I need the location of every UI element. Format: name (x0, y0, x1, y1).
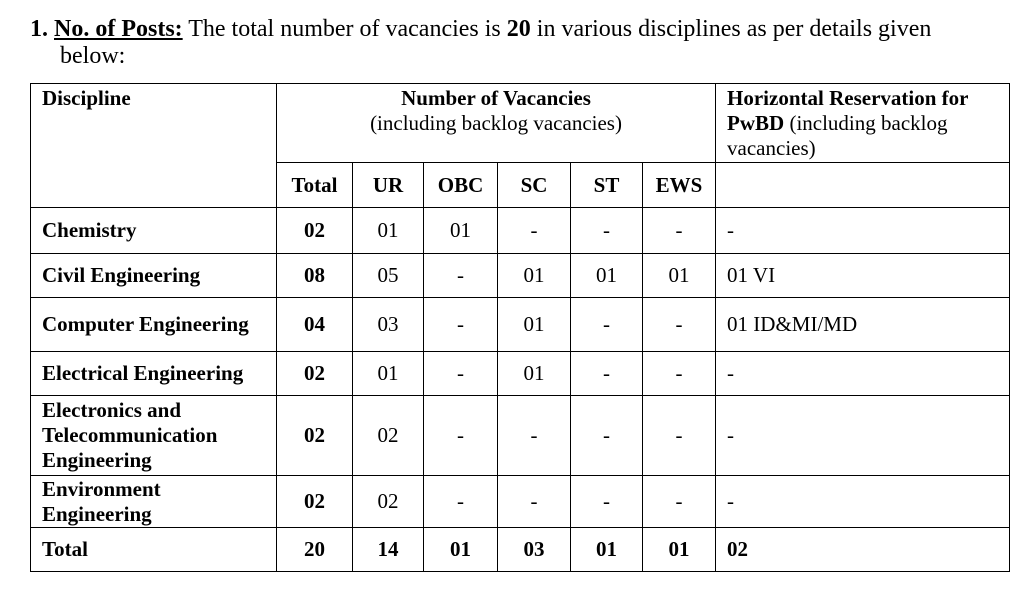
row-sc: 01 (498, 352, 571, 396)
header-vacancies-title: Number of Vacancies (401, 86, 591, 110)
row-st: - (571, 298, 643, 352)
row-discipline: Computer Engineering (31, 298, 277, 352)
row-obc: 01 (424, 208, 498, 254)
intro-text-before: The total number of vacancies is (182, 16, 507, 42)
header-pwbd (716, 84, 1010, 163)
row-discipline: Electrical Engineering (31, 352, 277, 396)
row-total: 02 (277, 476, 353, 528)
intro-line-1 (30, 16, 1000, 43)
header-pwbd-rest: (including backlog vacancies) (727, 111, 948, 160)
row-obc: - (424, 476, 498, 528)
row-ews: - (643, 396, 716, 476)
row-ews: 01 (643, 254, 716, 298)
row-st: - (571, 396, 643, 476)
table-row (31, 298, 1010, 352)
totals-label: Total (31, 528, 277, 572)
row-ur: 02 (353, 396, 424, 476)
row-discipline: Electronics and Telecommunication Engineering (31, 396, 277, 476)
row-total: 02 (277, 396, 353, 476)
row-st: 01 (571, 254, 643, 298)
row-ews: - (643, 298, 716, 352)
row-total: 04 (277, 298, 353, 352)
row-discipline: Civil Engineering (31, 254, 277, 298)
row-sc: - (498, 476, 571, 528)
row-ews: - (643, 208, 716, 254)
row-sc: 01 (498, 298, 571, 352)
totals-row (31, 528, 1010, 572)
table-row (31, 396, 1010, 476)
header-discipline: Discipline (31, 84, 277, 208)
row-st: - (571, 352, 643, 396)
row-ur: 01 (353, 208, 424, 254)
row-pwbd: - (716, 396, 1010, 476)
row-pwbd: - (716, 208, 1010, 254)
section-heading: No. of Posts: (54, 16, 183, 42)
intro-total-vacancies: 20 (506, 16, 531, 42)
row-pwbd: - (716, 352, 1010, 396)
subheader-sc: SC (498, 163, 571, 208)
header-pwbd-bold: Horizontal Reservation for PwBD (727, 86, 969, 135)
totals-obc: 01 (424, 528, 498, 572)
row-sc: 01 (498, 254, 571, 298)
header-vacancies (277, 84, 716, 163)
row-ur: 03 (353, 298, 424, 352)
vacancy-table (30, 83, 1010, 572)
row-discipline: Chemistry (31, 208, 277, 254)
row-st: - (571, 208, 643, 254)
row-obc: - (424, 254, 498, 298)
header-row-1 (31, 84, 1010, 163)
row-sc: - (498, 396, 571, 476)
row-total: 02 (277, 208, 353, 254)
row-pwbd: - (716, 476, 1010, 528)
row-pwbd: 01 ID&MI/MD (716, 298, 1010, 352)
subheader-ews: EWS (643, 163, 716, 208)
row-obc: - (424, 396, 498, 476)
table-row (31, 352, 1010, 396)
row-total: 02 (277, 352, 353, 396)
totals-st: 01 (571, 528, 643, 572)
row-ur: 05 (353, 254, 424, 298)
intro-paragraph (30, 16, 1000, 70)
row-discipline: Environment Engineering (31, 476, 277, 528)
intro-line-2: below: (60, 43, 126, 69)
subheader-st: ST (571, 163, 643, 208)
row-ur: 02 (353, 476, 424, 528)
subheader-total: Total (277, 163, 353, 208)
row-ews: - (643, 476, 716, 528)
totals-total: 20 (277, 528, 353, 572)
row-ews: - (643, 352, 716, 396)
table-row (31, 208, 1010, 254)
totals-ews: 01 (643, 528, 716, 572)
row-obc: - (424, 298, 498, 352)
section-number: 1. (30, 16, 48, 42)
totals-sc: 03 (498, 528, 571, 572)
table-row (31, 254, 1010, 298)
subheader-ur: UR (353, 163, 424, 208)
row-obc: - (424, 352, 498, 396)
row-pwbd: 01 VI (716, 254, 1010, 298)
table-row (31, 476, 1010, 528)
row-total: 08 (277, 254, 353, 298)
row-st: - (571, 476, 643, 528)
subheader-pwbd-empty (716, 163, 1010, 208)
row-sc: - (498, 208, 571, 254)
row-ur: 01 (353, 352, 424, 396)
totals-pwbd: 02 (716, 528, 1010, 572)
header-vacancies-subtitle: (including backlog vacancies) (370, 111, 622, 135)
subheader-obc: OBC (424, 163, 498, 208)
intro-text-after: in various disciplines as per details given (530, 16, 932, 42)
totals-ur: 14 (353, 528, 424, 572)
